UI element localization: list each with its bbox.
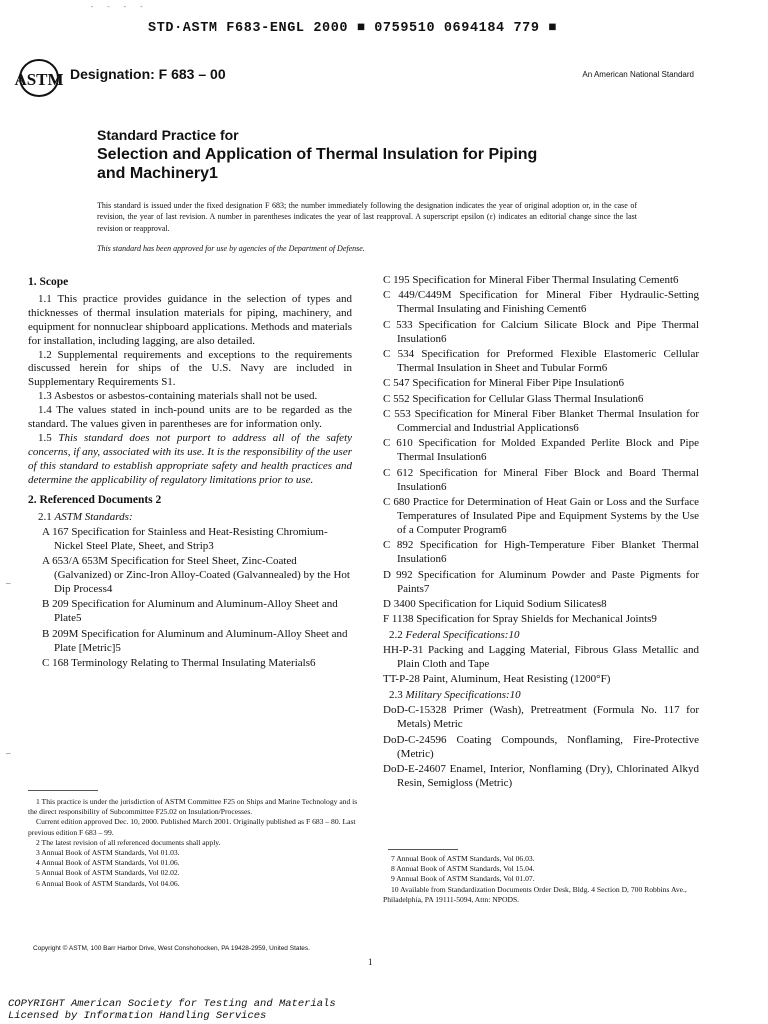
subsection-astm-standards: [28, 511, 352, 525]
paragraph-1-3: 1.3 Asbestos or asbestos-containing materials shall not be used.: [38, 390, 318, 403]
scan-footer-line-1: COPYRIGHT American Society for Testing and Materials: [8, 998, 336, 1010]
reference-item: C 195 Specification for Mineral Fiber Thermal Insulating Cement6: [383, 274, 679, 286]
footnote: 2 The latest revision of all referenced documents shall apply.: [36, 837, 221, 847]
reference-item: DoD-C-24596 Coating Compounds, Nonflaming, Fire-Protective (Metric): [383, 733, 699, 760]
footnotes-right: [383, 854, 705, 905]
reference-item: D 992 Specification for Aluminum Powder and Paste Pigments for Paints7: [383, 568, 699, 595]
reference-item: C 680 Practice for Determination of Heat Gain or Loss and the Surface Temperatures of Insulated Pipe and Equipment Systems by the Use of a Computer Program6: [383, 496, 699, 536]
title-line-3: and Machinery1: [97, 165, 218, 182]
reference-item: F 1138 Specification for Spray Shields for Mechanical Joints9: [383, 613, 657, 626]
paragraph-1-1: 1.1 This practice provides guidance in the selection of types and thicknesses of thermal insulation materials for piping, machinery, and equipment for nonnuclear shipboard applications. Methods and materials for installation, including lagging, are also detailed.: [28, 292, 352, 347]
left-reference-list: [28, 526, 352, 671]
footnote: 8 Annual Book of ASTM Standards, Vol 15.04.: [391, 864, 535, 874]
title-line-2: Selection and Application of Thermal Insulation for Piping: [97, 146, 538, 163]
reference-item: C 610 Specification for Molded Expanded Perlite Block and Pipe Thermal Insulation6: [383, 437, 699, 464]
reference-item: C 612 Specification for Mineral Fiber Block and Board Thermal Insulation6: [383, 466, 699, 493]
paragraph-1-2: 1.2 Supplemental requirements and exceptions to the requirements discussed herein for ships of the U.S. Navy are included in Supplementary Requirements S1.: [28, 348, 352, 389]
preamble: This standard is issued under the fixed designation F 683; the number immediately following the designation indicates the year of original adoption or, in the case of revision, the year of last revision. A number in parentheses indicates the year of last reapproval. A superscript epsilon (ε) indicates an editorial change since the last revision or reapproval.: [97, 201, 637, 233]
document-title: [97, 126, 657, 183]
reference-item: A 653/A 653M Specification for Steel Sheet, Zinc-Coated (Galvanized) or Zinc-Iron Alloy-Coated (Galvannealed) by the Hot Dip Process4: [42, 555, 350, 596]
footnote: 10 Available from Standardization Documents Order Desk, Bldg. 4 Section D, 700 Robbins Ave., Philadelphia, PA 19111-5094, Attn: NPODS.: [383, 884, 687, 904]
astm-logo-icon: [14, 58, 64, 98]
designation: Designation: F 683 – 00: [70, 66, 226, 82]
footnote-rule: [388, 849, 458, 850]
reference-item: C 552 Specification for Cellular Glass Thermal Insulation6: [383, 392, 644, 405]
section-heading-referenced-documents: 2. Referenced Documents 2: [28, 493, 162, 506]
subsection-federal-specifications: [383, 629, 699, 643]
reference-item: C 533 Specification for Calcium Silicate Block and Pipe Thermal Insulation6: [383, 318, 699, 345]
reference-item: C 553 Specification for Mineral Fiber Blanket Thermal Insulation for Commercial and Industrial Applications6: [383, 408, 699, 435]
footnote: 4 Annual Book of ASTM Standards, Vol 01.06.: [36, 858, 180, 868]
title-line-1: Standard Practice for: [97, 127, 239, 143]
astm-logo: [14, 58, 64, 98]
footnote: 5 Annual Book of ASTM Standards, Vol 02.02.: [36, 868, 180, 878]
subsection-label: ASTM Standards:: [54, 510, 133, 523]
reference-item: A 167 Specification for Stainless and Heat-Resisting Chromium-Nickel Steel Plate, Sheet, and Strip3: [42, 525, 328, 552]
paragraph-1-4: 1.4 The values stated in inch-pound units are to be regarded as the standard. The values given in parentheses are for information only.: [28, 404, 352, 431]
page-number: 1: [368, 957, 373, 967]
reference-item: D 3400 Specification for Liquid Sodium Silicates8: [383, 597, 607, 610]
margin-mark: –: [6, 748, 11, 758]
reference-item: B 209 Specification for Aluminum and Aluminum-Alloy Sheet and Plate5: [42, 598, 338, 625]
left-column: [28, 276, 352, 672]
scan-header: STD·ASTM F683-ENGL 2000 ■ 0759510 0694184 779 ■: [148, 21, 557, 36]
reference-item: C 547 Specification for Mineral Fiber Pipe Insulation6: [383, 377, 625, 390]
scan-marks: - - - -: [90, 4, 148, 12]
copyright-line: Copyright © ASTM, 100 Barr Harbor Drive, West Conshohocken, PA 19428-2959, United States.: [33, 945, 310, 952]
footnotes-left: [28, 797, 358, 889]
footnote: 3 Annual Book of ASTM Standards, Vol 01.03.: [36, 848, 180, 858]
margin-mark: –: [6, 578, 11, 588]
dod-approval-note: This standard has been approved for use by agencies of the Department of Defense.: [97, 244, 365, 253]
reference-item: DoD-C-15328 Primer (Wash), Pretreatment (Formula No. 117 for Metals) Metric: [383, 704, 699, 731]
footnote: Current edition approved Dec. 10, 2000. Published March 2001. Originally published as F 683 – 80. Last previous edition F 683 – 99.: [28, 817, 356, 837]
subsection-label: Federal Specifications:10: [405, 628, 520, 641]
logo-text: ASTM: [14, 70, 64, 89]
footnote: 1 This practice is under the jurisdiction of ASTM Committee F25 on Ships and Marine Technology and is the direct responsibility of Subcommittee F25.02 on Insulation/Processes.: [28, 797, 358, 817]
right-column: [383, 274, 699, 792]
footnote: 6 Annual Book of ASTM Standards, Vol 04.06.: [36, 878, 180, 888]
american-national-standard-label: An American National Standard: [582, 70, 694, 79]
reference-item: C 168 Terminology Relating to Thermal Insulating Materials6: [42, 657, 316, 670]
footnote: 7 Annual Book of ASTM Standards, Vol 06.03.: [391, 854, 535, 863]
section-heading-scope: 1. Scope: [28, 276, 69, 288]
subsection-number: 2.2: [389, 628, 403, 641]
scan-footer-line-2: Licensed by Information Handling Services: [8, 1010, 267, 1022]
subsection-label: Military Specifications:10: [405, 688, 521, 701]
reference-item: HH-P-31 Packing and Lagging Material, Fibrous Glass Metallic and Plain Cloth and Tape: [383, 644, 699, 671]
safety-caveat: This standard does not purport to address all of the safety concerns, if any, associated with its use. It is the responsibility of the user of this standard to establish appropriate safety and health practices and determine the applicability of regulatory limitations prior to use.: [28, 431, 353, 486]
reference-item: TT-P-28 Paint, Aluminum, Heat Resisting (1200°F): [383, 673, 611, 686]
reference-item: C 449/C449M Specification for Mineral Fiber Hydraulic-Setting Thermal Insulating and Finishing Cement6: [383, 289, 699, 316]
footnote-rule: [28, 790, 98, 791]
paragraph-1-5: [28, 432, 352, 488]
reference-item: C 534 Specification for Preformed Flexible Elastomeric Cellular Thermal Insulation in Sheet and Tubular Form6: [383, 348, 699, 374]
reference-item: DoD-E-24607 Enamel, Interior, Nonflaming (Dry), Chlorinated Alkyd Resin, Semigloss (Metric): [383, 762, 699, 789]
scan-footer: [8, 998, 336, 1022]
subsection-military-specifications: [383, 689, 699, 703]
subsection-number: 2.1: [38, 510, 52, 523]
subsection-number: 2.3: [389, 688, 403, 701]
footnote: 9 Annual Book of ASTM Standards, Vol 01.07.: [391, 874, 535, 884]
reference-item: C 892 Specification for High-Temperature Fiber Blanket Thermal Insulation6: [383, 539, 699, 566]
paragraph-number: 1.5: [38, 431, 52, 444]
reference-item: B 209M Specification for Aluminum and Aluminum-Alloy Sheet and Plate [Metric]5: [42, 627, 348, 654]
